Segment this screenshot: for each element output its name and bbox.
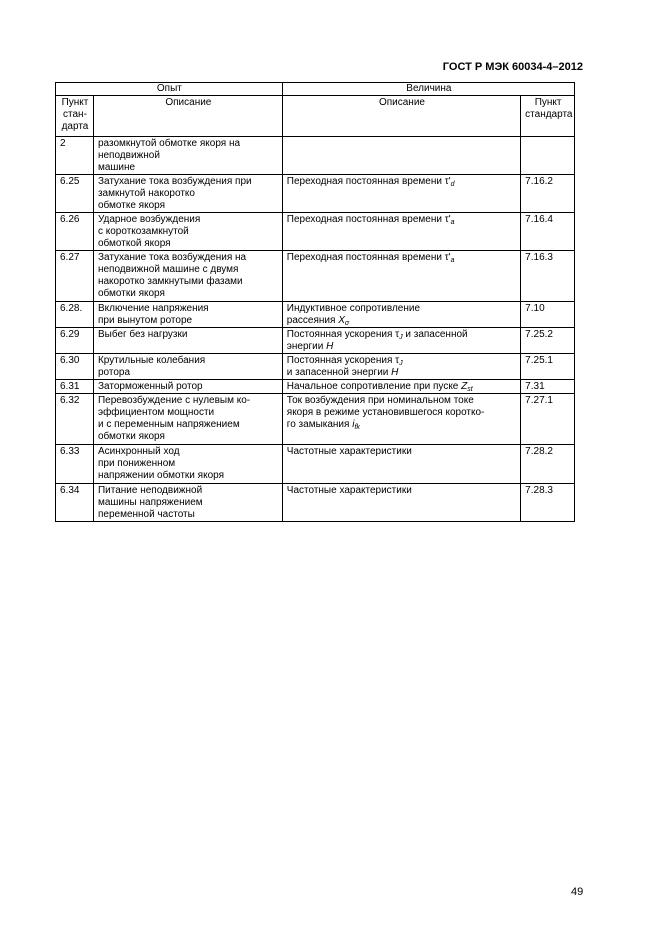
row-quantity-description: Частотные характеристики	[282, 484, 520, 522]
table-row	[56, 484, 575, 522]
row-item-number: 2	[56, 137, 94, 175]
row-experiment-description: Питание неподвижной машины напряжением переменной частоты	[93, 484, 282, 522]
row-item-number: 6.31	[56, 380, 94, 394]
table-row	[56, 328, 575, 354]
group-header-experiment: Опыт	[56, 83, 283, 96]
group-header-quantity: Величина	[282, 83, 574, 96]
row-item-number: 6.34	[56, 484, 94, 522]
row-quantity-item: 7.31	[521, 380, 575, 394]
row-experiment-description: Ударное возбуждения с короткозамкнутой обмоткой якоря	[93, 213, 282, 251]
row-quantity-description	[282, 137, 520, 175]
row-quantity-description: Переходная постоянная времени $\tau'_a$	[282, 251, 520, 302]
row-quantity-description: Переходная постоянная времени $\tau'_a$	[282, 213, 520, 251]
table-body	[56, 137, 575, 522]
row-experiment-description: Включение напряжения при вынутом роторе	[93, 302, 282, 328]
table-row	[56, 445, 575, 484]
row-experiment-description: Затухание тока возбуждения на неподвижной машине с двумя накоротко замкнутыми фазами обмотки якоря	[93, 251, 282, 302]
table-row	[56, 137, 575, 175]
row-experiment-description: Заторможенный ротор	[93, 380, 282, 394]
row-experiment-description: Перевозбуждение с нулевым ко- эффициентом мощности и с переменным напряжением обмотки якоря	[93, 394, 282, 445]
table-row	[56, 380, 575, 394]
row-item-number: 6.25	[56, 175, 94, 213]
table-row	[56, 251, 575, 302]
row-quantity-description: Начальное сопротивление при пуске $Z_{st}$	[282, 380, 520, 394]
row-experiment-description: Крутильные колебания ротора	[93, 354, 282, 380]
row-item-number: 6.30	[56, 354, 94, 380]
row-experiment-description: Асинхронный ход при пониженном напряжении обмотки якоря	[93, 445, 282, 484]
table-row	[56, 354, 575, 380]
test-quantities-table	[55, 82, 575, 522]
row-item-number: 6.32	[56, 394, 94, 445]
row-item-number: 6.26	[56, 213, 94, 251]
row-quantity-item: 7.16.2	[521, 175, 575, 213]
row-quantity-description: Частотные характеристики	[282, 445, 520, 484]
row-item-number: 6.33	[56, 445, 94, 484]
column-header-quantity-description: Описание	[282, 96, 520, 137]
column-header-item-number: Пункт стан- дарта	[56, 96, 94, 137]
row-quantity-item: 7.28.3	[521, 484, 575, 522]
row-experiment-description: разомкнутой обмотке якоря на неподвижной машине	[93, 137, 282, 175]
row-quantity-item: 7.25.2	[521, 328, 575, 354]
row-quantity-item: 7.16.3	[521, 251, 575, 302]
row-item-number: 6.29	[56, 328, 94, 354]
row-item-number: 6.27	[56, 251, 94, 302]
row-quantity-description: Постоянная ускорения $\tau_J$ и запасенной энергии H	[282, 354, 520, 380]
page-number: 49	[571, 886, 584, 898]
document-standard-header: ГОСТ Р МЭК 60034-4–2012	[442, 61, 583, 73]
row-experiment-description: Затухание тока возбуждения при замкнутой накоротко обмотке якоря	[93, 175, 282, 213]
table-row	[56, 175, 575, 213]
row-item-number: 6.28.	[56, 302, 94, 328]
row-quantity-item: 7.27.1	[521, 394, 575, 445]
row-quantity-description: Переходная постоянная времени $\tau'_d$	[282, 175, 520, 213]
table-row	[56, 394, 575, 445]
row-quantity-item: 7.10	[521, 302, 575, 328]
row-quantity-item: 7.16.4	[521, 213, 575, 251]
table-row	[56, 213, 575, 251]
group-header-row	[56, 83, 575, 96]
column-header-experiment-description: Описание	[93, 96, 282, 137]
column-header-row	[56, 96, 575, 137]
row-experiment-description: Выбег без нагрузки	[93, 328, 282, 354]
table-row	[56, 302, 575, 328]
row-quantity-item	[521, 137, 575, 175]
column-header-quantity-item: Пункт стандарта	[521, 96, 575, 137]
row-quantity-description: Постоянная ускорения $\tau_J$ и запасенной энергии H	[282, 328, 520, 354]
row-quantity-item: 7.28.2	[521, 445, 575, 484]
row-quantity-description: Ток возбуждения при номинальном токе якоря в режиме установившегося коротко- го замыкания $i_{fk}$	[282, 394, 520, 445]
row-quantity-description: Индуктивное сопротивление рассеяния $X_\sigma$	[282, 302, 520, 328]
row-quantity-item: 7.25.1	[521, 354, 575, 380]
